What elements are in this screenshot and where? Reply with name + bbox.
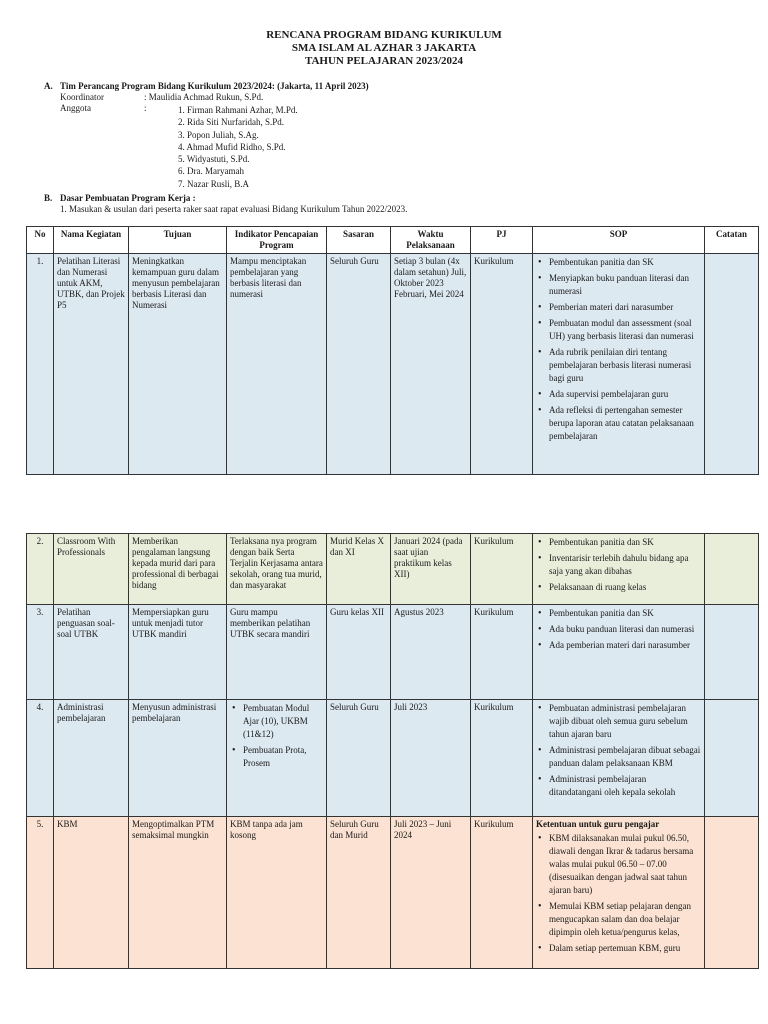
tujuan-cell: Memberikan pengalaman langsung kepada murid dari para professional di berbagai bidang <box>129 534 227 605</box>
section-b-heading <box>44 193 744 204</box>
tujuan-cell: Meningkatkan kemampuan guru dalam menyusun pembelajaran berbasis Literasi dan Numerasi <box>129 254 227 475</box>
sop-item: • Pembentukan panitia dan SK <box>536 607 701 620</box>
sop-item: • Pembentukan panitia dan SK <box>536 256 701 269</box>
sop-item: • Administrasi pembelajaran ditandatangani oleh kepala sekolah <box>536 773 701 799</box>
sop-item: • Pembuatan administrasi pembelajaran wajib dibuat oleh semua guru sebelum tahun ajaran baru <box>536 702 701 741</box>
section-a-heading <box>44 81 744 92</box>
sasaran-cell: Seluruh Guru <box>327 254 391 475</box>
sop-item: • Memulai KBM setiap pelajaran dengan mengucapkan salam dan doa belajar dipimpin oleh ketua/pengurus kelas, <box>536 900 701 939</box>
sop-item: • Inventarisir terlebih dahulu bidang apa saja yang akan dibahas <box>536 552 701 578</box>
document-title <box>0 29 768 68</box>
sop-item: • Ada pemberian materi dari narasumber <box>536 639 701 652</box>
header-nama-kegiatan: Nama Kegiatan <box>54 227 129 254</box>
sop-item: • KBM dilaksanakan mulai pukul 06.50, diawali dengan Ikrar & tadarus bersama walas mulai pukul 06.50 – 07.00 (disesuaikan dengan jadwal saat tahun ajaran baru) <box>536 832 701 897</box>
sop-cell <box>533 534 705 605</box>
header-sasaran: Sasaran <box>327 227 391 254</box>
member-item: 1. Firman Rahmani Azhar, M.Pd. <box>178 105 298 115</box>
row-number: 4. <box>27 700 54 817</box>
header-sop: SOP <box>533 227 705 254</box>
row-number: 1. <box>27 254 54 475</box>
sop-cell <box>533 817 705 969</box>
catatan-cell <box>705 700 759 817</box>
waktu-cell: Juli 2023 – Juni 2024 <box>391 817 471 969</box>
member-item: 6. Dra. Maryamah <box>178 166 244 177</box>
sop-item: • Ada buku panduan literasi dan numerasi <box>536 623 701 636</box>
member-item: 3. Popon Juliah, S.Ag. <box>178 129 259 140</box>
header-indikator: Indikator Pencapaian Program <box>227 227 327 254</box>
catatan-cell <box>705 605 759 700</box>
member-item: 5. Widyastuti, S.Pd. <box>178 154 250 165</box>
sop-item: • Pembentukan panitia dan SK <box>536 536 701 549</box>
tujuan-cell: Mengoptimalkan PTM semaksimal mungkin <box>129 817 227 969</box>
section-b-title: Dasar Pembuatan Program Kerja : <box>60 193 196 203</box>
header-tujuan: Tujuan <box>129 227 227 254</box>
koordinator-value: : Maulidia Achmad Rukun, S.Pd. <box>144 92 264 102</box>
sop-item: • Menyiapkan buku panduan literasi dan numerasi <box>536 272 701 298</box>
pj-cell: Kurikulum <box>471 534 533 605</box>
waktu-cell: Agustus 2023 <box>391 605 471 700</box>
header-pj: PJ <box>471 227 533 254</box>
koordinator-label: Koordinator <box>60 92 104 102</box>
pj-cell: Kurikulum <box>471 605 533 700</box>
section-a-title: Tim Perancang Program Bidang Kurikulum 2023/2024: (Jakarta, 11 April 2023) <box>60 81 369 91</box>
indikator-cell: Terlaksana nya program dengan baik Serta Terjalin Kerjasama antara sekolah, orang tua murid, dan masyarakat <box>227 534 327 605</box>
sasaran-cell: Seluruh Guru <box>327 700 391 817</box>
sop-item: • Ada rubrik penilaian diri tentang pembelajaran berbasis literasi numerasi bagi guru <box>536 346 701 385</box>
header-waktu: Waktu Pelaksanaan <box>391 227 471 254</box>
anggota-row <box>44 103 744 114</box>
waktu-cell: Juli 2023 <box>391 700 471 817</box>
tujuan-cell: Mempersiapkan guru untuk menjadi tutor UTBK mandiri <box>129 605 227 700</box>
row-number: 2. <box>27 534 54 605</box>
pj-cell: Kurikulum <box>471 700 533 817</box>
indikator-cell: Mampu menciptakan pembelajaran yang berbasis literasi dan numerasi <box>227 254 327 475</box>
section-b <box>44 193 744 215</box>
catatan-cell <box>705 254 759 475</box>
waktu-cell: Setiap 3 bulan (4x dalam setahun) Juli, Oktober 2023 Februari, Mei 2024 <box>391 254 471 475</box>
koordinator-row <box>44 92 744 103</box>
table-row <box>27 534 759 605</box>
row-number: 3. <box>27 605 54 700</box>
indikator-item: • Pembuatan Modul Ajar (10), UKBM (11&12) <box>230 702 323 741</box>
indikator-cell: Guru mampu memberikan pelatihan UTBK secara mandiri <box>227 605 327 700</box>
table-row <box>27 254 759 475</box>
program-table-part-1 <box>26 226 759 475</box>
indikator-cell: KBM tanpa ada jam kosong <box>227 817 327 969</box>
sop-heading: Ketentuan untuk guru pengajar <box>536 819 660 829</box>
member-item: 4. Ahmad Mufid Ridho, S.Pd. <box>178 141 286 152</box>
member-item: 7. Nazar Rusli, B.A <box>178 178 249 189</box>
table-header-row <box>27 227 759 254</box>
sop-cell <box>533 254 705 475</box>
sop-item: • Ada refleksi di pertengahan semester berupa laporan atau catatan pelaksanaan pembelajaran <box>536 404 701 443</box>
sop-item: • Dalam setiap pertemuan KBM, guru <box>536 942 701 955</box>
sop-list <box>536 256 701 443</box>
pj-cell: Kurikulum <box>471 817 533 969</box>
nama-kegiatan-cell: Administrasi pembelajaran <box>54 700 129 817</box>
anggota-colon: : <box>144 103 147 113</box>
nama-kegiatan-cell: KBM <box>54 817 129 969</box>
sop-list <box>536 832 701 955</box>
nama-kegiatan-cell: Pelatihan penguasan soal-soal UTBK <box>54 605 129 700</box>
anggota-label: Anggota <box>60 103 91 113</box>
header-catatan: Catatan <box>705 227 759 254</box>
sop-list <box>536 607 701 652</box>
program-table-part-2 <box>26 533 759 969</box>
sop-list <box>536 536 701 594</box>
indikator-list <box>230 702 323 770</box>
member-item: 2. Rida Siti Nurfaridah, S.Pd. <box>178 117 284 128</box>
indikator-item: • Pembuatan Prota, Prosem <box>230 744 323 770</box>
sasaran-cell: Murid Kelas X dan XI <box>327 534 391 605</box>
title-line-1: RENCANA PROGRAM BIDANG KURIKULUM <box>266 29 502 41</box>
nama-kegiatan-cell: Pelatihan Literasi dan Numerasi untuk AKM, UTBK, dan Projek P5 <box>54 254 129 475</box>
section-a <box>44 81 744 114</box>
header-no: No <box>27 227 54 254</box>
row-number: 5. <box>27 817 54 969</box>
tujuan-cell: Menyusun administrasi pembelajaran <box>129 700 227 817</box>
title-line-3: TAHUN PELAJARAN 2023/2024 <box>304 55 464 67</box>
sasaran-cell: Guru kelas XII <box>327 605 391 700</box>
sasaran-cell: Seluruh Guru dan Murid <box>327 817 391 969</box>
waktu-cell: Januari 2024 (pada saat ujian praktikum kelas XII) <box>391 534 471 605</box>
section-b-item-1: 1. Masukan & usulan dari peserta raker saat rapat evaluasi Bidang Kurikulum Tahun 2022/2023. <box>60 204 408 214</box>
sop-cell <box>533 605 705 700</box>
catatan-cell <box>705 817 759 969</box>
sop-item: • Pembuatan modul dan assessment (soal UH) yang berbasis literasi dan numerasi <box>536 317 701 343</box>
pj-cell: Kurikulum <box>471 254 533 475</box>
table-row <box>27 700 759 817</box>
title-line-2: SMA ISLAM AL AZHAR 3 JAKARTA <box>291 42 477 54</box>
indikator-cell <box>227 700 327 817</box>
nama-kegiatan-cell: Classroom With Professionals <box>54 534 129 605</box>
sop-cell <box>533 700 705 817</box>
sop-item: • Pemberian materi dari narasumber <box>536 301 701 314</box>
sop-item: • Ada supervisi pembelajaran guru <box>536 388 701 401</box>
sop-list <box>536 702 701 799</box>
sop-item: • Pelaksanaan di ruang kelas <box>536 581 701 594</box>
table-row <box>27 817 759 969</box>
catatan-cell <box>705 534 759 605</box>
member-list <box>178 104 298 190</box>
table-row <box>27 605 759 700</box>
section-a-number: A. <box>44 81 53 91</box>
sop-item: • Administrasi pembelajaran dibuat sebagai panduan dalam pelaksanaan KBM <box>536 744 701 770</box>
section-b-number: B. <box>44 193 53 203</box>
